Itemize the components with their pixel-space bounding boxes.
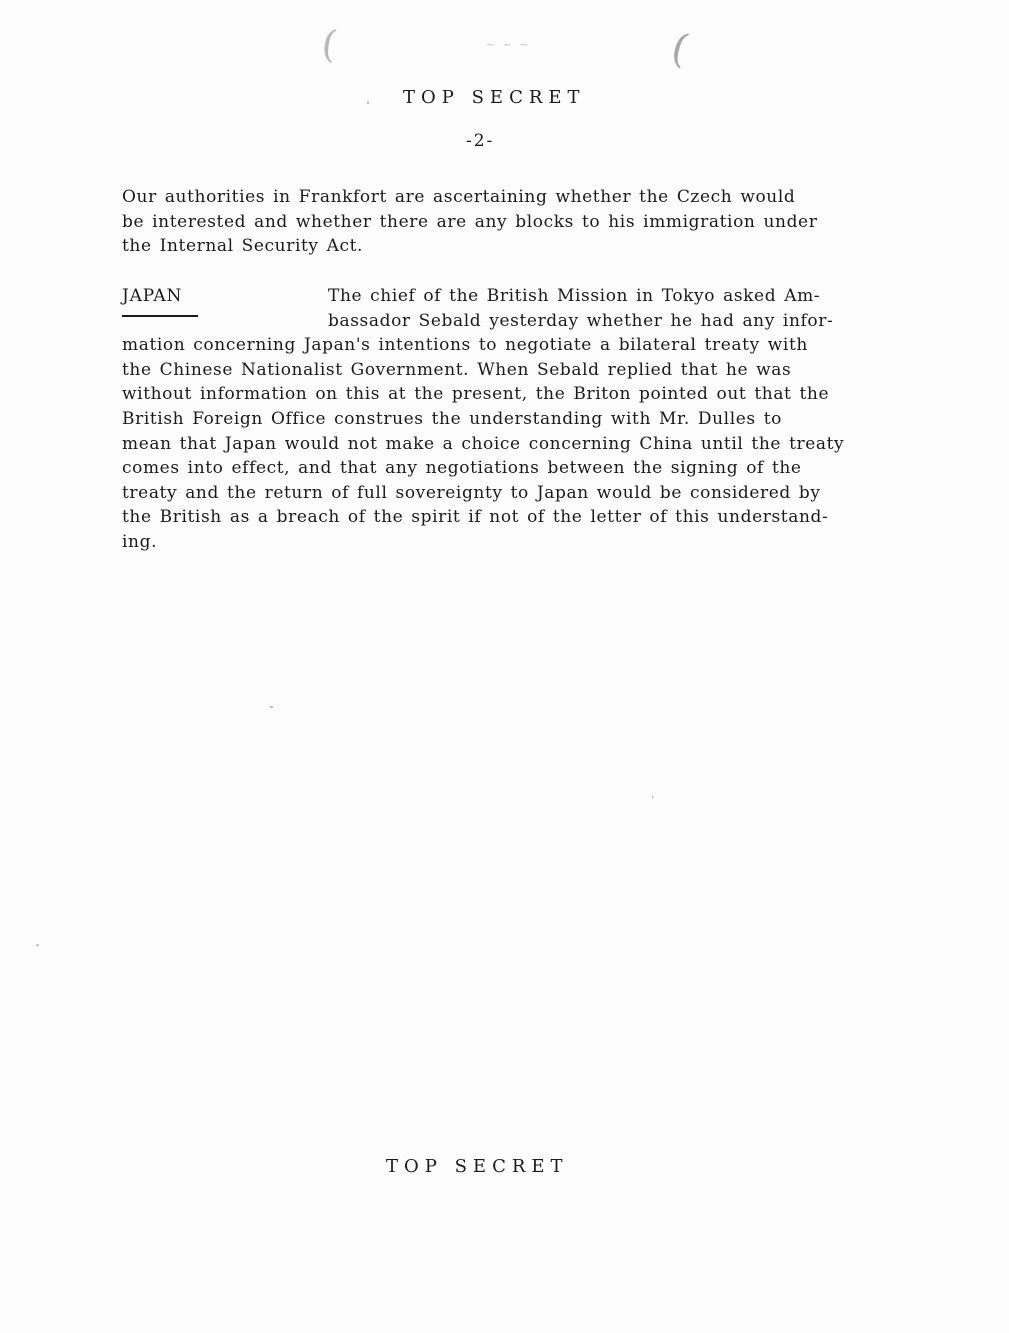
paragraph-line: the Chinese Nationalist Government. When Sebald replied that he was xyxy=(122,359,792,380)
scan-speck xyxy=(652,795,653,799)
binder-hole-mark-right: ( xyxy=(666,24,693,74)
paragraph-line: comes into effect, and that any negotiations between the signing of the xyxy=(122,458,802,479)
top-classification-marking: TOP SECRET xyxy=(403,87,586,108)
paragraph-line: mean that Japan would not make a choice concerning China until the treaty xyxy=(122,433,845,454)
paragraph-line: mation concerning Japan's intentions to negotiate a bilateral treaty with xyxy=(122,335,808,356)
scan-speck xyxy=(270,706,273,708)
paragraph-line: British Foreign Office construes the understanding with Mr. Dulles to xyxy=(122,408,782,429)
paragraph-line: The chief of the British Mission in Tokyo asked Am- xyxy=(328,286,821,306)
paragraph-line: the British as a breach of the spirit if not of the letter of this understand- xyxy=(122,507,829,528)
paragraph-line: treaty and the return of full sovereignty to Japan would be considered by xyxy=(122,482,821,503)
paragraph-line: Our authorities in Frankfort are ascertaining whether the Czech would xyxy=(122,187,796,207)
paragraph-line: the Internal Security Act. xyxy=(122,236,364,257)
bottom-classification-marking: TOP SECRET xyxy=(386,1156,569,1177)
binder-hole-mark-left: ( xyxy=(319,21,340,67)
japan-section-heading: JAPAN xyxy=(122,286,183,306)
paragraph-line: without information on this at the present, the Briton pointed out that the xyxy=(122,384,830,405)
frankfort-paragraph xyxy=(122,185,817,259)
faint-scan-smudge: ~ ~ ~ xyxy=(486,38,531,51)
scan-speck xyxy=(367,101,369,104)
scan-speck xyxy=(36,944,39,946)
page-number: -2- xyxy=(466,131,495,151)
japan-paragraph xyxy=(122,284,844,555)
paragraph-line: be interested and whether there are any blocks to his immigration under xyxy=(122,211,818,232)
paragraph-line: ing. xyxy=(122,531,158,552)
paragraph-line: bassador Sebald yesterday whether he had any infor- xyxy=(328,310,834,331)
